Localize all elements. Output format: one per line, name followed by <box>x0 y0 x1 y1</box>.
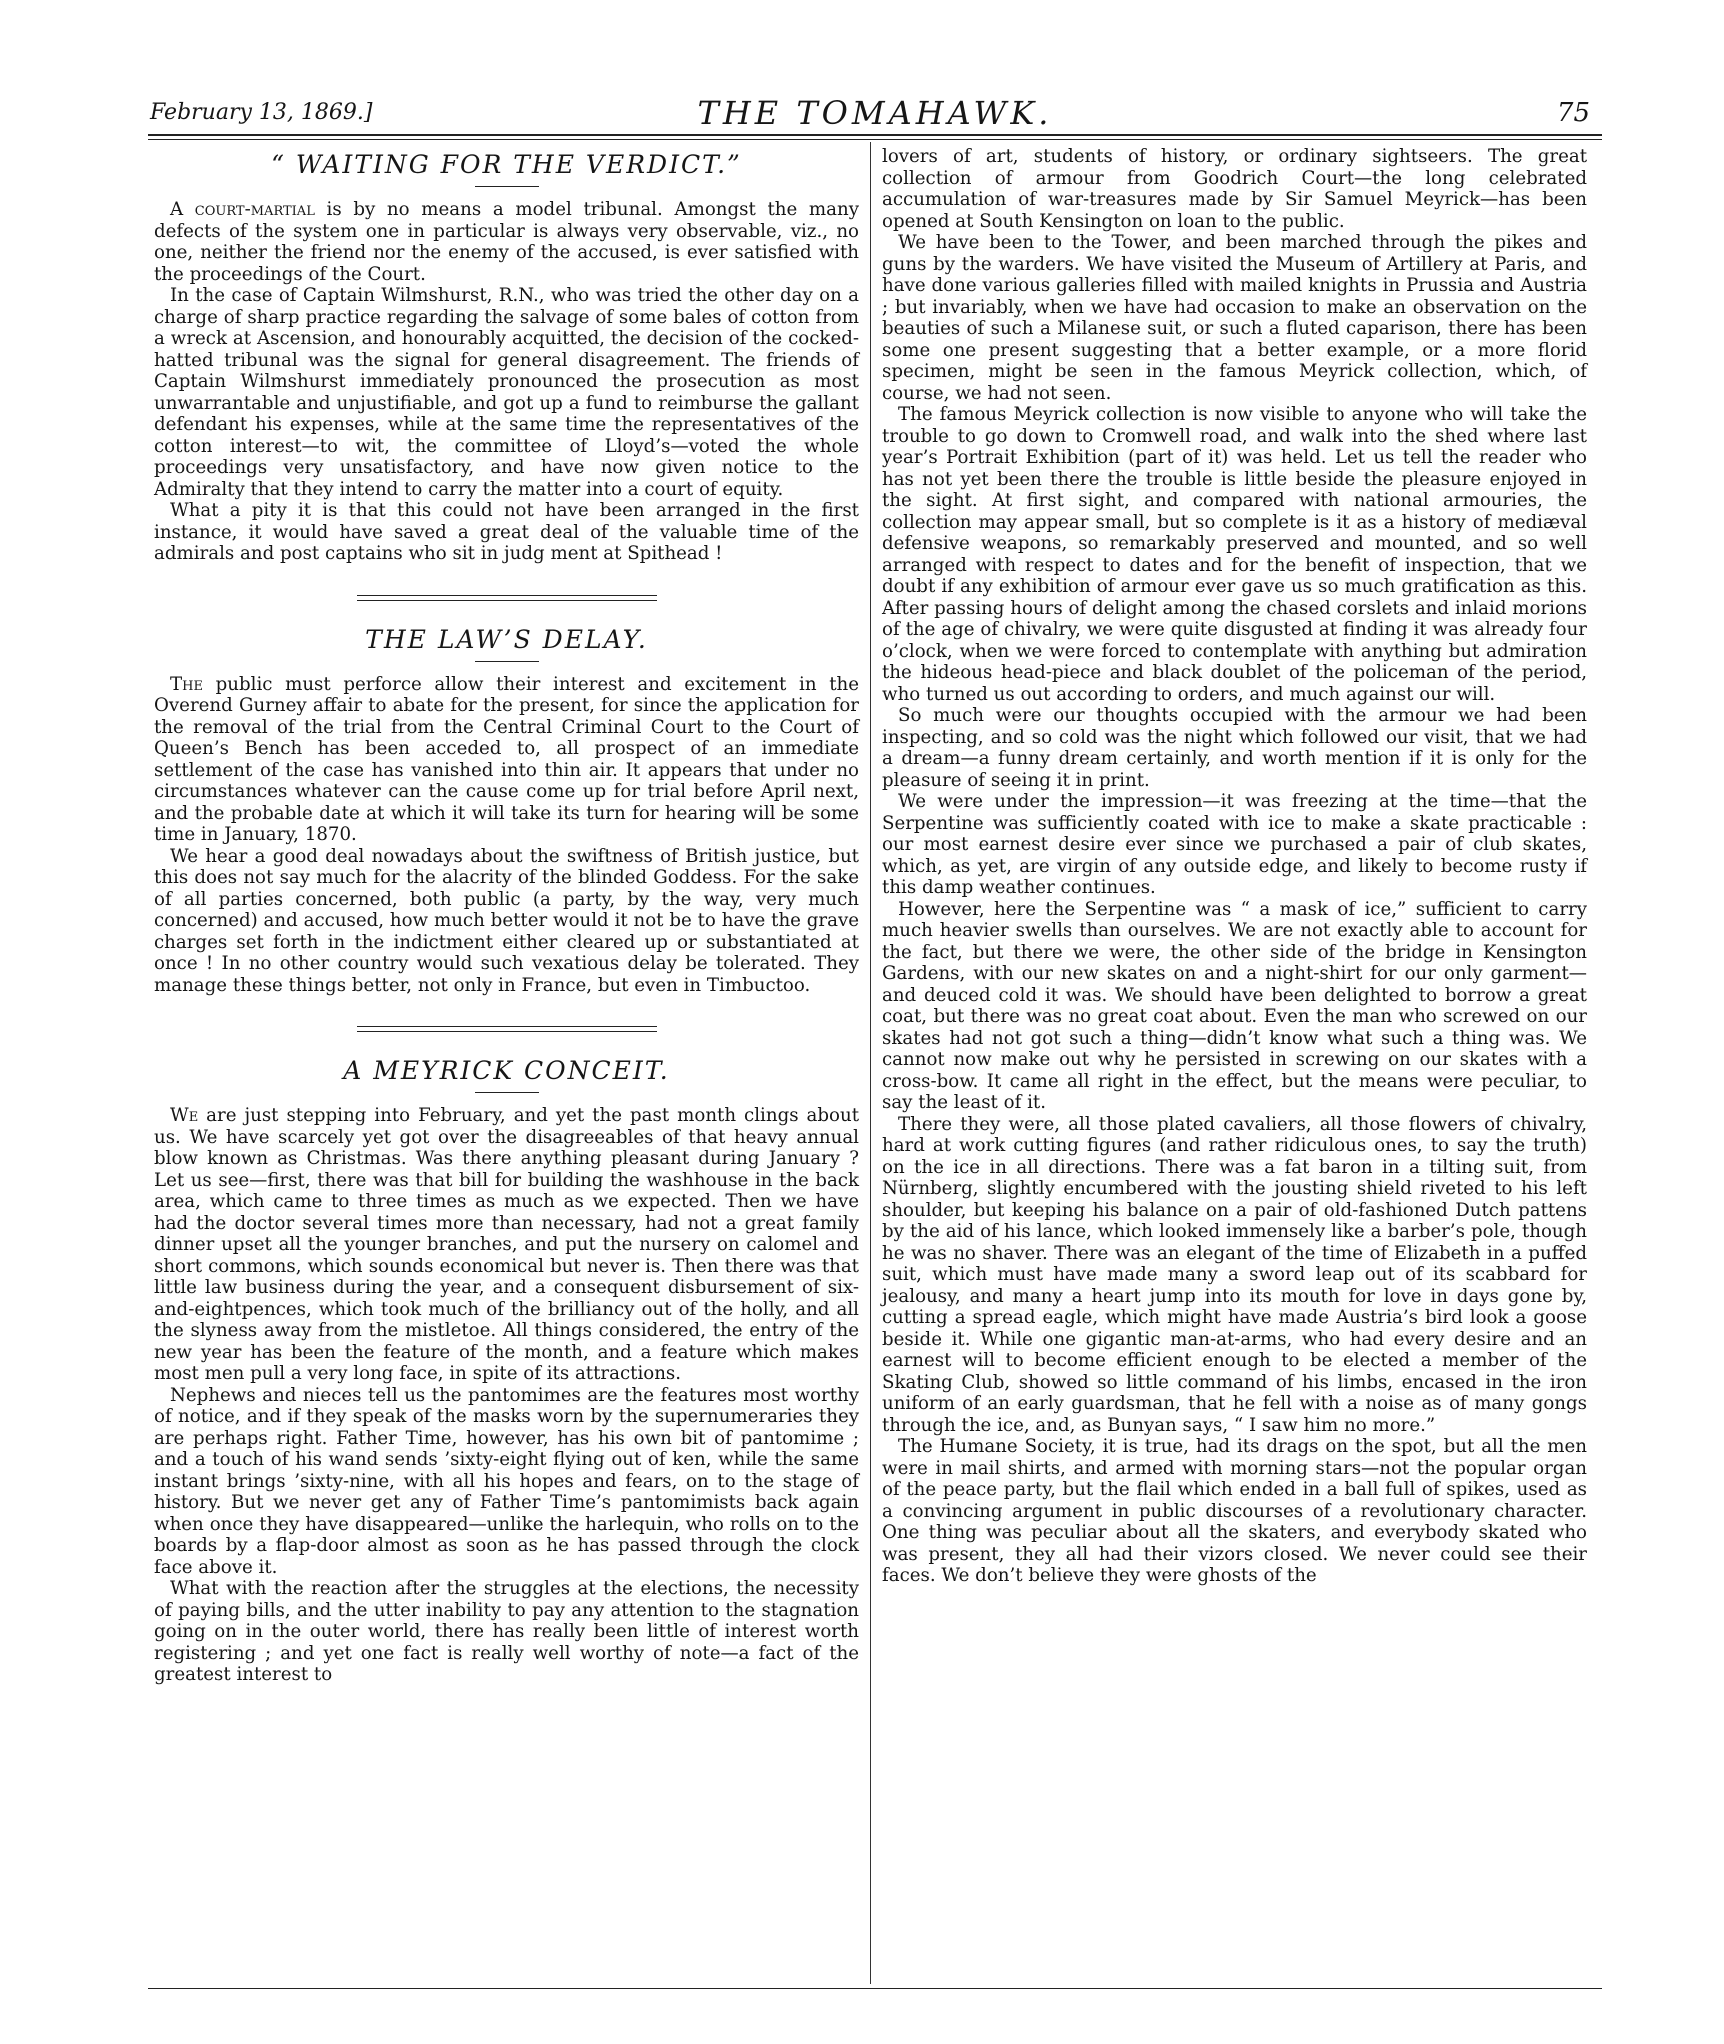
paragraph <box>154 674 859 846</box>
paragraph: We hear a good deal nowadays about the swiftness of British justice, but this does not say much for the alacrity of the blinded Goddess. For the sake of all parties concerned, both public (a party, by the way, very much concerned) and accused, how much better would it not be to have the grave charges set forth in the indictment either cleared up or substantiated at once ! In no other country would such vexatious delay be tolerated. They manage these things better, not only in France, but even in Timbuctoo. <box>154 845 859 996</box>
article-a-meyrick-conceit <box>154 1056 859 1686</box>
article-the-laws-delay <box>154 625 859 997</box>
lead-in: We <box>170 1105 199 1126</box>
paragraph-text: public must perforce allow their interest and excitement in the Overend Gurney affair to abate for the present, for since the application for the removal of the trial from the Central Criminal Court to the Court of Queen’s Bench has been acceded to, all prospect of an immediate settlement of the case has vanished into thin air. It appears that under no circumstances whatever can the cause come up for trial before April next, and the probable date at which it will take its turn for hearing will be some time in January, 1870. <box>154 673 859 845</box>
paragraph: The famous Meyrick collection is now visible to anyone who will take the trouble to go down to Cromwell road, and walk into the shed where last year’s Portrait Exhibition (part of it) was held. Let us tell the reader who has not yet been there the trouble is little beside the pleasure enjoyed in the sight. At first sight, and compared with national armouries, the collection may appear small, but so complete is it as a history of mediæval defensive weapons, so remarkably preserved and mounted, and so well arranged with respect to dates and for the benefit of inspection, that we doubt if any exhibition of armour ever gave us so much gratification as this. After passing hours of delight among the chased corslets and inlaid morions of the age of chivalry, we were quite disgusted at finding it was already four o’clock, when we were forced to contemplate with anything but admiration the hideous head-piece and black doublet of the policeman of the period, who turned us out according to orders, and much against our will. <box>882 404 1587 705</box>
paragraph: What with the reaction after the struggles at the elections, the necessity of paying bills, and the utter inability to pay any attention to the stagnation going on in the outer world, there has really been little of interest worth registering ; and yet one fact is really well worthy of note—a fact of the greatest interest to <box>154 1578 859 1685</box>
left-column <box>154 146 859 1686</box>
article-heading: THE LAW’S DELAY. <box>365 624 648 654</box>
masthead-rule-thin <box>148 139 1602 140</box>
section-separator <box>357 1026 657 1032</box>
page-number: 75 <box>1556 98 1590 128</box>
masthead-rule <box>148 134 1602 136</box>
paragraph: There they were, all those plated cavaliers, all those flowers of chivalry, hard at work cutting figures (and rather ridiculous ones, to say the truth) on the ice in all directions. There was a fat baron in a tilting suit, from Nürnberg, slightly encumbered with the jousting shield riveted to his left shoulder, but keeping his balance on a pair of old-fashioned Dutch pattens by the aid of his lance, which looked immensely like a barber’s pole, though he was no shaver. There was an elegant of the time of Elizabeth in a puffed suit, which must have made many a sword leap out of its scabbard for jealousy, and many a heart jump into its mouth for love in days gone by, cutting a spread eagle, which might have made Austria’s bird look a goose beside it. While one gigantic man-at-arms, who had every desire and an earnest will to become efficient enough to be elected a member of the Skating Club, showed so little command of his limbs, encased in the iron uniform of an early guardsman, that he fell with a noise as of many gongs through the ice, and, as Bunyan says, “ I saw him no more.” <box>882 1113 1587 1436</box>
heading-dash <box>475 1092 539 1093</box>
article-heading: “ WAITING FOR THE VERDICT.” <box>271 150 742 179</box>
paragraph: So much were our thoughts occupied with the armour we had been inspecting, and so cold was the night which followed our visit, that we had a dream—a funny dream certainly, and worth mention if it is only for the pleasure of seeing it in print. <box>882 705 1587 791</box>
article-heading: A MEYRICK CONCEIT. <box>343 1056 670 1085</box>
heading-dash <box>475 661 539 662</box>
article-waiting-for-the-verdict <box>154 150 859 565</box>
masthead <box>148 92 1602 132</box>
paragraph: We have been to the Tower, and been marched through the pikes and guns by the warders. We have visited the Museum of Artillery at Paris, and have done various galleries filled with mailed knights in Prussia and Austria ; but invariably, when we have had occasion to make an observation on the beauties of such a Milanese suit, or such a fluted caparison, there has been some one present suggesting that a better example, or a more florid specimen, might be seen in the famous Meyrick collection, which, of course, we had not seen. <box>882 232 1587 404</box>
column-divider <box>870 142 871 1984</box>
paragraph: We were under the impression—it was freezing at the time—that the Serpentine was sufficiently coated with ice to make a skate practicable : our most earnest desire ever since we purchased a pair of club skates, which, as yet, are virgin of any outside edge, and likely to become rusty if this damp weather continues. <box>882 791 1587 898</box>
issue-date: February 13, 1869.] <box>150 100 373 125</box>
footer-rule <box>148 1988 1602 1989</box>
paragraph: The Humane Society, it is true, had its drags on the spot, but all the men were in mail shirts, and armed with morning stars—not the popular organ of the peace party, but the flail which ended in a ball full of spikes, used as a convincing argument in public discourses of a revolutionary character. One thing was peculiar about all the skaters, and everybody skated who was present, they all had their vizors closed. We never could see their faces. We don’t believe they were ghosts of the <box>882 1436 1587 1586</box>
paragraph: What a pity it is that this could not have been arranged in the first instance, it would have saved a great deal of the valuable time of the admirals and post captains who sit in judg ment at Spithead ! <box>154 500 859 564</box>
paragraph: lovers of art, students of history, or ordinary sightseers. The great collection of armour from Goodrich Court—the long celebrated accumulation of war-treasures made by Sir Samuel Meyrick—has been opened at South Kensington on loan to the public. <box>882 146 1587 232</box>
paragraph-text: is by no means a model tribunal. Amongst the many defects of the system one in particular is always very observable, viz., no one, neither the friend nor the enemy of the accused, is ever satisfied with the proceedings of the Court. <box>154 199 859 285</box>
paragraph: Nephews and nieces tell us the pantomimes are the features most worthy of notice, and if they speak of the masks worn by the supernumeraries they are perhaps right. Father Time, however, has his own bit of pantomime ; and a touch of his wand sends ’sixty-eight flying out of ken, while the same instant brings ’sixty-nine, with all his hopes and fears, on to the stage of history. But we never get any of Father Time’s pantomimists back again when once they have disappeared—unlike the harlequin, who rolls on to the boards by a flap-door almost as soon as he has passed through the clock face above it. <box>154 1384 859 1578</box>
paragraph <box>154 1105 859 1385</box>
paragraph: In the case of Captain Wilmshurst, R.N., who was tried the other day on a charge of sharp practice regarding the salvage of some bales of cotton from a wreck at Ascension, and honourably acquitted, the decision of the cocked-hatted tribunal was the signal for general disagreement. The friends of Captain Wilmshurst immediately pronounced the prosecution as most unwarrantable and unjustifiable, and got up a fund to reimburse the gallant defendant his expenses, while at the same time the representatives of the cotton interest—to wit, the committee of Lloyd’s—voted the whole proceedings very unsatisfactory, and have now given notice to the Admiralty that they intend to carry the matter into a court of equity. <box>154 285 859 500</box>
lead-in: The <box>170 673 203 695</box>
heading-dash <box>475 186 539 187</box>
section-separator <box>357 595 657 601</box>
paragraph: However, here the Serpentine was “ a mask of ice,” sufficient to carry much heavier swells than ourselves. We are not exactly able to account for the fact, but there we were, the other side of the bridge in Kensington Gardens, with our new skates on and a night-shirt for our only garment—and deuced cold it was. We should have been delighted to borrow a great coat, but there was no great coat about. Even the man who screwed on our skates had not got such a thing—didn’t know what such a thing was. We cannot now make out why he persisted in screwing on our skates with a cross-bow. It came all right in the effect, but the means were peculiar, to say the least of it. <box>882 898 1587 1113</box>
paragraph-text: are just stepping into February, and yet the past month clings about us. We have scarcely yet got over the disagreeables of that heavy annual blow known as Christmas. Was there anything pleasant during January ? Let us see—first, there was that bill for building the washhouse in the back area, which came to three times as much as we expected. Then we have had the doctor several times more than necessary, had not a great family dinner upset all the younger branches, and put the nursery on calomel and short commons, which sounds economical but never is. Then there was that little law business during the year, and a consequent disbursement of six-and-eightpences, which took much of the brilliancy out of the holly, and all the slyness away from the mistletoe. All things considered, the entry of the new year has been the feature of the month, and a feature which makes most men pull a very long face, in spite of its attractions. <box>154 1105 859 1384</box>
paragraph <box>154 199 859 285</box>
right-column <box>882 146 1587 1587</box>
lead-in: A court-martial <box>170 199 315 220</box>
publication-title: THE TOMAHAWK. <box>697 94 1053 132</box>
